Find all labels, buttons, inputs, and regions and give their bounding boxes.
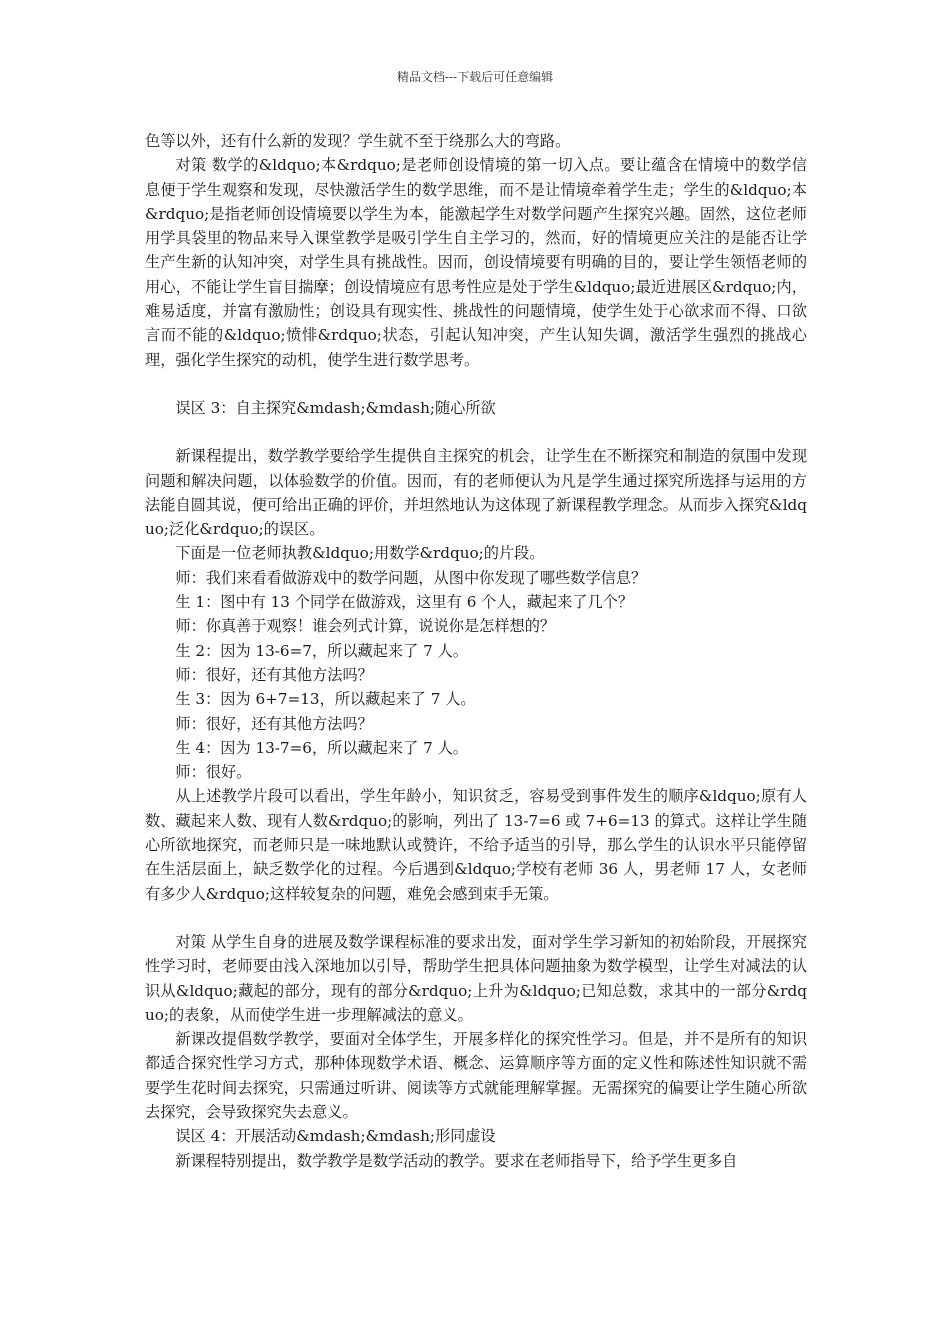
paragraph: 下面是一位老师执教&ldquo;用数学&rdquo;的片段。 xyxy=(175,544,545,563)
paragraph: 新课程特别提出，数学教学是数学活动的教学。要求在老师指导下，给予学生更多自 xyxy=(175,1151,738,1170)
dialogue-line: 生 2：因为 13-6=7，所以藏起来了 7 人。 xyxy=(175,641,468,660)
section-heading: 误区 4：开展活动&mdash;&mdash;形同虚设 xyxy=(175,1127,496,1146)
dialogue-line: 师：很好。 xyxy=(175,763,252,782)
dialogue-line: 师：很好，还有其他方法吗？ xyxy=(175,665,373,684)
paragraph: 色等以外，还有什么新的发现？学生就不至于绕那么大的弯路。 xyxy=(145,132,571,150)
paragraph: 新课改提倡数学教学，要面对全体学生，开展多样化的探究性学习。但是，并不是所有的知识都适合探究性学习方式，那种体现数学术语、概念、运算顺序等方面的定义性和陈述性知识就不需要学生花时间去探究，只需通过听讲、阅读等方式就能理解掌握。无需探究的偏要让学生随心所欲去探究，会导致探究失去意义。 xyxy=(145,1030,807,1121)
dialogue-line: 生 1：图中有 13 个同学在做游戏，这里有 6 个人，藏起来了几个？ xyxy=(175,593,634,612)
dialogue-line: 师：很好，还有其他方法吗？ xyxy=(175,714,373,733)
paragraph: 新课程提出，数学教学要给学生提供自主探究的机会，让学生在不断探究和制造的氛围中发现问题和解决问题，以体验数学的价值。因而，有的老师便认为凡是学生通过探究所选择与运用的方法能自圆其说，便可给出正确的评价，并坦然地认为这体现了新课程教学理念。从而步入探究&ldquo;泛化&rdquo;的误区。 xyxy=(145,447,807,539)
section-heading: 误区 3：自主探究&mdash;&mdash;随心所欲 xyxy=(175,398,496,417)
document-body xyxy=(145,129,807,1173)
dialogue-line: 生 4：因为 13-7=6，所以藏起来了 7 人。 xyxy=(175,738,468,757)
dialogue-line: 师：我们来看看做游戏中的数学问题，从图中你发现了哪些数学信息？ xyxy=(175,568,647,587)
dialogue-line: 生 3：因为 6+7=13，所以藏起来了 7 人。 xyxy=(175,690,476,709)
page-header: 精品文档---下载后可任意编辑 xyxy=(396,70,554,84)
paragraph: 对策 从学生自身的进展及数学课程标准的要求出发，面对学生学习新知的初始阶段，开展探究性学习时，老师要由浅入深地加以引导，帮助学生把具体问题抽象为数学模型，让学生对减法的认识从&ldquo;藏起的部分，现有的部分&rdquo;上升为&ldquo;已知总数，求其中的一部分&rdquo;的表象，从而使学生进一步理解减法的意义。 xyxy=(145,932,807,1024)
paragraph: 从上述教学片段可以看出，学生年龄小，知识贫乏，容易受到事件发生的顺序&ldquo;原有人数、藏起来人数、现有人数&rdquo;的影响，列出了 13-7=6 或 7+6=13 的算式。这样让学生随心所欲地探究，而老师只是一味地默认或赞许，不给予适当的引导，那么学生的认识水平只能停留在生活层面上，缺乏数学化的过程。今后遇到&ldquo;学校有老师 36 人，男老师 17 人，女老师有多少人&rdquo;这样较复杂的问题，难免会感到束手无策。 xyxy=(145,787,807,903)
paragraph: 对策 数学的&ldquo;本&rdquo;是老师创设情境的第一切入点。要让蕴含在情境中的数学信息便于学生观察和发现，尽快激活学生的数学思维，而不是让情境牵着学生走；学生的&ldquo;本&rdquo;是指老师创设情境要以学生为本，能激起学生对数学问题产生探究兴趣。固然，这位老师用学具袋里的物品来导入课堂教学是吸引学生自主学习的，然而，好的情境更应关注的是能否让学生产生新的认知冲突，对学生具有挑战性。因而，创设情境要有明确的目的，要让学生领悟老师的用心，不能让学生盲目揣摩；创设情境应有思考性应是处于学生&ldquo;最近进展区&rdquo;内，难易适度，并富有激励性；创设具有现实性、挑战性的问题情境，使学生处于心欲求而不得、口欲言而不能的&ldquo;愤悱&rdquo;状态，引起认知冲突，产生认知失调，激活学生强烈的挑战心理，强化学生探究的动机，使学生进行数学思考。 xyxy=(145,156,807,369)
dialogue-line: 师：你真善于观察！谁会列式计算，说说你是怎样想的？ xyxy=(175,617,556,636)
